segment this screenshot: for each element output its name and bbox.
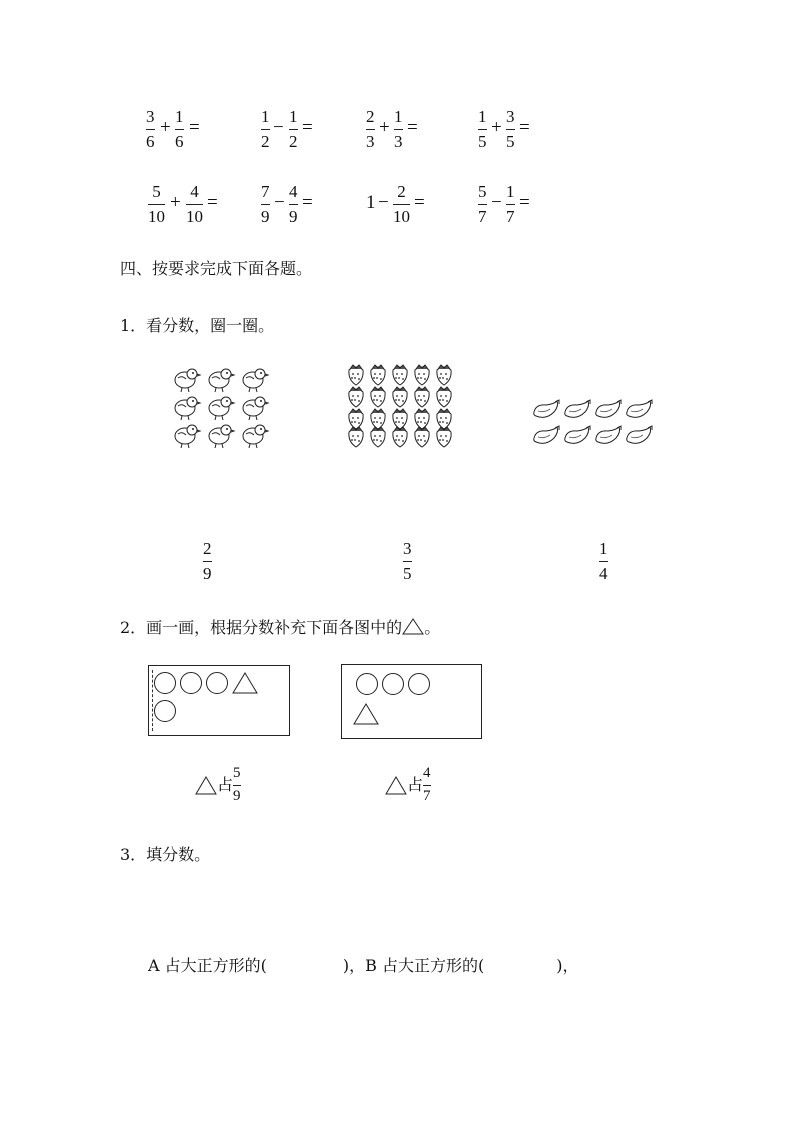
fraction: 7 9 [261,182,270,226]
fraction: 3 5 [506,107,515,151]
eggplant-grid [530,396,660,460]
fraction: 5 9 [233,765,241,804]
circle-shape [154,700,176,722]
equals-sign: = [407,117,418,138]
fraction: 4 10 [186,182,203,226]
strawberry-icon [393,427,407,447]
fraction: 1 5 [478,107,487,151]
question-2-label: 2．画一画，根据分数补充下面各图中的 。 [120,618,441,637]
strawberry-icon [349,409,363,429]
circle-shape [356,673,378,695]
fraction: 3 6 [146,107,155,151]
strawberry-icon [349,387,363,407]
eggplant-icon [627,426,652,443]
triangle-icon [232,672,258,694]
chick-icon [175,397,200,420]
strawberry-icon [393,409,407,429]
chick-icon [175,369,200,392]
strawberry-icon [415,387,429,407]
strawberry-icon [349,365,363,385]
triangle-icon [385,776,407,796]
equals-sign: = [189,117,200,138]
strawberry-icon [437,387,451,407]
fill-sentence: A 占大正方形的( )，B 占大正方形的( )， [148,956,579,975]
strawberry-icon [415,409,429,429]
fraction: 1 2 [261,107,270,151]
circle-shape [382,673,404,695]
shape-box-2 [341,664,482,739]
question-1-label: 1．看分数，圈一圈。 [120,316,275,335]
eggplant-icon [596,426,621,443]
eggplant-icon [596,400,621,417]
equals-sign: = [302,192,313,213]
operator: + [379,117,390,138]
strawberry-icon [415,365,429,385]
eggplant-icon [565,400,590,417]
strawberry-icon [415,427,429,447]
fraction: 1 6 [175,107,184,151]
triangle-icon [402,617,424,635]
equals-sign: = [207,192,218,213]
operator: + [170,192,181,213]
fraction-strawberry: 3 5 [403,539,412,583]
eggplant-icon [534,426,559,443]
strawberry-icon [437,427,451,447]
whole-number: 1 [366,192,376,213]
equals-sign: = [302,117,313,138]
eggplant-icon [627,400,652,417]
operator: − [274,192,285,213]
strawberry-grid [344,362,464,456]
fraction: 2 3 [366,107,375,151]
shape-box-1 [148,665,290,736]
strawberry-icon [371,365,385,385]
operator: + [160,117,171,138]
circle-shape [408,673,430,695]
chick-icon [243,369,268,392]
operator: + [491,117,502,138]
chick-grid [168,366,278,460]
operator: − [273,117,284,138]
circle-shape [154,672,176,694]
strawberry-icon [437,365,451,385]
chick-icon [243,425,268,448]
strawberry-icon [437,409,451,429]
eggplant-icon [565,426,590,443]
strawberry-icon [393,365,407,385]
strawberry-icon [371,427,385,447]
question-3-label: 3．填分数。 [120,845,211,864]
triangle-icon [195,776,217,796]
strawberry-icon [349,427,363,447]
fraction-chick: 2 9 [203,539,212,583]
fraction: 1 3 [394,107,403,151]
circle-shape [180,672,202,694]
fraction-eggplant: 1 4 [599,539,608,583]
fraction: 1 2 [289,107,298,151]
operator: − [491,192,502,213]
section-heading: 四、按要求完成下面各题。 [120,259,313,278]
strawberry-icon [393,387,407,407]
strawberry-icon [371,387,385,407]
equals-sign: = [519,192,530,213]
equals-sign: = [414,192,425,213]
fraction: 4 9 [289,182,298,226]
circle-shape [206,672,228,694]
chick-icon [209,425,234,448]
triangle-icon [353,703,379,725]
operator: − [378,192,389,213]
strawberry-icon [371,409,385,429]
fraction: 4 7 [423,765,431,804]
equals-sign: = [519,117,530,138]
fraction: 2 10 [393,182,410,226]
chick-icon [209,369,234,392]
fraction: 1 7 [506,182,515,226]
chick-icon [175,425,200,448]
dashed-line [152,670,153,731]
chick-icon [209,397,234,420]
eggplant-icon [534,400,559,417]
fraction: 5 7 [478,182,487,226]
chick-icon [243,397,268,420]
fraction: 5 10 [148,182,165,226]
